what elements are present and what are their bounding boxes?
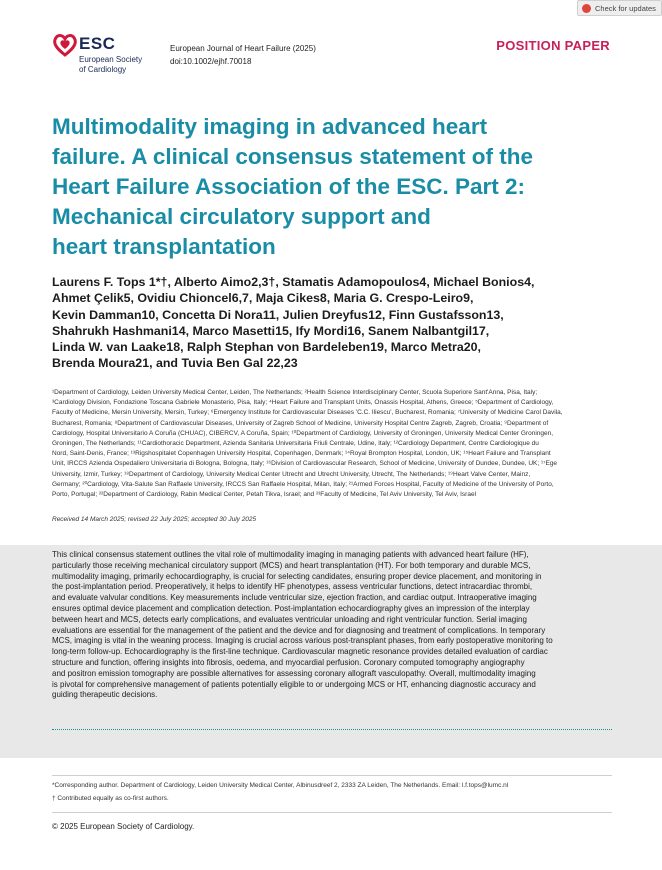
affiliation-line: Cardiology, Hospital Universitario A Coruña (CHUAC), CIBERCV, A Coruña, Spain; ¹⁰Department of Cardiology, University of Groningen, University Medical Center Groningen,	[52, 429, 554, 437]
author-line[interactable]: Brenda Moura21, and Tuvia Ben Gal 22,23	[52, 356, 298, 371]
abstract-divider	[52, 729, 612, 730]
abstract-line: the post-implantation period. Preoperatively, it helps to identify HF phenotypes, assess ventricular functions, detect intracardiac thrombi,	[52, 582, 533, 592]
abstract-line: multimodality imaging, primarily echocardiography, is crucial for selecting candidates, ensuring proper device placement, and monitoring in	[52, 571, 542, 581]
abstract-line: ensures optimal device placement and complication detection. Post-implantation echocardiography gives an impression of the interplay	[52, 603, 530, 613]
author-line[interactable]: Kevin Damman10, Concetta Di Nora11, Julien Dreyfus12, Finn Gustafsson13,	[52, 307, 504, 322]
abstract-line: guiding therapeutic decisions.	[52, 690, 158, 700]
logo-line-2: of Cardiology	[79, 65, 127, 74]
footnote-rule	[52, 775, 612, 776]
abstract-line: structure and function, offering insights into fibrosis, oedema, and myocardial perfusion. Coronary computed tomography angiography	[52, 657, 525, 667]
affiliation-line: Unit, IRCCS Azienda Ospedaliero Universitaria di Bologna, Bologna, Italy; ¹⁶Division of Cardiovascular Research, School of Medicine, University of Dundee, Dundee, UK; ¹⁷Ege	[52, 460, 558, 468]
title-line: failure. A clinical consensus statement of the	[52, 144, 533, 169]
heart-logo-icon	[52, 32, 78, 58]
title-line: Multimodality imaging in advanced heart	[52, 114, 488, 139]
journal-name: European Journal of Heart Failure (2025)	[170, 44, 316, 53]
abstract	[52, 550, 612, 701]
author-list	[52, 274, 632, 372]
title-line: heart transplantation	[52, 234, 276, 259]
check-updates-label: Check for updates	[595, 3, 656, 13]
affiliation-line: ³Cardiology Division, Fondazione Toscana Gabriele Monasterio, Pisa, Italy; ⁴Heart Failure and Transplant Units, Onassis Hospital, Athens, Greece; ⁵Department of Cardiology,	[52, 399, 554, 407]
abstract-line: MCS, imaging is vital in the weaning process. Imaging is crucial across various post-transplant phases, from early postoperative monitoring to	[52, 636, 553, 646]
check-for-updates-button[interactable]	[577, 0, 662, 16]
affiliation-line: ¹Department of Cardiology, Leiden University Medical Center, Leiden, The Netherlands; ²Health Science Interdisciplinary Center, Scuola Superiore Sant'Anna, Pisa, Italy;	[52, 389, 538, 396]
affiliation-line: University, Izmir, Turkey; ¹⁸Department of Cardiology, University Medical Center Utrecht and Utrecht University, Utrecht, The Netherlands; ¹⁹Heart Valve Center, Mainz,	[52, 470, 531, 478]
abstract-line: and positron emission tomography are possible alternatives for assessing coronary allograft vasculopathy. Overall, multimodality imaging	[52, 668, 536, 678]
article-title	[52, 112, 612, 262]
esc-logo	[52, 32, 162, 78]
document-type: POSITION PAPER	[496, 38, 610, 53]
copyright: © 2025 European Society of Cardiology.	[52, 822, 195, 831]
abstract-line: particularly those receiving mechanical circulatory support (MCS) and heart transplantation (HT). For both temporary and durable MCS,	[52, 560, 531, 570]
update-icon	[582, 4, 591, 13]
abstract-line: This clinical consensus statement outlines the vital role of multimodality imaging in managing patients with advanced heart failure (HF),	[52, 550, 529, 559]
journal-info	[170, 42, 316, 68]
affiliation-line: Porto, Portugal; ²²Department of Cardiology, Rabin Medical Center, Petah Tikva, Israel; and ²³Faculty of Medicine, Tel Aviv University, Tel Aviv, Israel	[52, 491, 477, 499]
affiliation-line: Nord, Saint-Denis, France; ¹³Rigshospitalet Copenhagen University Hospital, Copenhagen, Denmark; ¹⁴Royal Brompton Hospital, London, UK; ¹⁵Heart Failure and Transplant	[52, 450, 551, 458]
author-line[interactable]: Ahmet Çelik5, Ovidiu Chioncel6,7, Maja Cikes8, Maria G. Crespo-Leiro9,	[52, 291, 474, 306]
copyright-rule	[52, 812, 612, 813]
affiliation-line: Bucharest, Romania; ⁸Department of Cardiovascular Diseases, University of Zagreb School of Medicine, University Hospital Centre Zagreb, Zagreb, Croatia; ⁹Department of	[52, 419, 549, 427]
equal-contribution-note: † Contributed equally as co-first authors.	[52, 795, 169, 802]
journal-doi[interactable]: doi:10.1002/ejhf.70018	[170, 57, 252, 66]
author-line[interactable]: Shahrukh Hashmani14, Marco Masetti15, Ify Mordi16, Sanem Nalbantgil17,	[52, 323, 490, 338]
abstract-line: is pivotal for comprehensive management of patients potentially eligible to or undergoing MCS or HT, enhancing diagnostic accuracy and	[52, 679, 536, 689]
affiliation-line: Faculty of Medicine, Mersin University, Mersin, Turkey; ⁶Emergency Institute for Cardiovascular Diseases 'C.C. Iliescu', Bucharest, Romania; ⁷University of Medicine Carol Davila,	[52, 409, 563, 417]
abstract-line: long-term follow-up. Echocardiography is the first-line technique. Cardiovascular magnetic resonance provides detailed evaluation of cardiac	[52, 647, 548, 657]
received-dates: Received 14 March 2025; revised 22 July 2025; accepted 30 July 2025	[52, 516, 257, 523]
abstract-line: between heart and MCS, detects early complications, and evaluates ventricular unloading and right ventricular function. Serial imaging	[52, 614, 527, 624]
title-line: Heart Failure Association of the ESC. Part 2:	[52, 174, 526, 199]
author-line[interactable]: Laurens F. Tops 1*†, Alberto Aimo2,3†, Stamatis Adamopoulos4, Michael Bonios4,	[52, 275, 535, 289]
abstract-line: and evaluate valvular conditions. Key measurements include ventricular size, ejection fraction, and cardiac output. Intraoperative imaging	[52, 593, 537, 603]
affiliation-line: Germany; ²⁰Cardiology, Vita-Salute San Raffaele University, IRCCS San Raffaele Hospital, Milan, Italy; ²¹Armed Forces Hospital, Faculty of Medicine of the University of Porto,	[52, 480, 554, 488]
affiliation-line: Groningen, The Netherlands; ¹¹Cardiothoracic Department, Azienda Sanitaria Universitaria Friuli Centrale, Udine, Italy; ¹²Cardiology Department, Centre Cardiologique du	[52, 440, 539, 448]
title-line: Mechanical circulatory support and	[52, 204, 431, 229]
affiliations	[52, 388, 612, 500]
author-line[interactable]: Linda W. van Laake18, Ralph Stephan von Bardeleben19, Marco Metra20,	[52, 340, 481, 355]
abstract-line: evaluations are essential for the management of the patient and the device and for diagnosing and treatment of complications. In temporary	[52, 625, 546, 635]
logo-acronym: ESC	[79, 34, 116, 53]
logo-line-1: European Society	[79, 55, 143, 64]
corresponding-author-note: *Corresponding author. Department of Cardiology, Leiden University Medical Center, Albinusdreef 2, 2333 ZA Leiden, The Netherlands. Email: l.f.tops@lumc.nl	[52, 782, 509, 789]
